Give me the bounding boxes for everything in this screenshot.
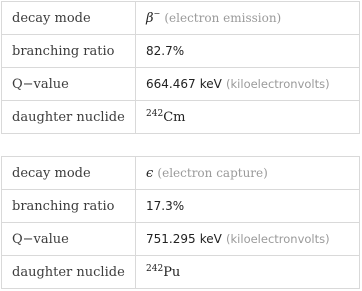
q-value-unit-long: (kiloelectronvolts) [226,76,330,91]
daughter-nuclide-value [136,256,360,289]
decay-mode-row [2,2,360,35]
q-value-value [136,223,360,256]
branching-ratio-number: 17.3% [146,198,185,213]
branching-ratio-number: 82.7% [146,43,185,58]
decay-table-electron-capture [1,156,360,289]
q-value-label: Q−value [2,68,136,101]
decay-mode-description: (electron emission) [164,10,282,25]
branching-ratio-row [2,35,360,68]
decay-mode-value [136,2,360,35]
daughter-element-symbol: Pu [163,264,181,280]
daughter-nuclide-label: daughter nuclide [2,101,136,134]
q-value-number: 751.295 [146,231,196,246]
branching-ratio-label: branching ratio [2,190,136,223]
q-value-label: Q−value [2,223,136,256]
branching-ratio-label: branching ratio [2,35,136,68]
q-value-unit: keV [199,231,222,246]
decay-table-beta-minus [1,1,360,134]
decay-mode-description: (electron capture) [157,165,268,180]
decay-mode-symbol: ϵ [146,165,154,181]
q-value-unit: keV [199,76,222,91]
branching-ratio-value [136,35,360,68]
decay-mode-symbol-sup: − [153,8,161,18]
decay-mode-label: decay mode [2,2,136,35]
daughter-nuclide-row [2,256,360,289]
q-value-row [2,223,360,256]
decay-mode-symbol: β [146,10,154,26]
daughter-mass-number: 242 [146,263,164,274]
branching-ratio-row [2,190,360,223]
daughter-nuclide-row [2,101,360,134]
q-value-row [2,68,360,101]
q-value-unit-long: (kiloelectronvolts) [226,231,330,246]
decay-mode-label: decay mode [2,157,136,190]
decay-mode-row [2,157,360,190]
q-value-number: 664.467 [146,76,196,91]
daughter-nuclide-label: daughter nuclide [2,256,136,289]
daughter-element-symbol: Cm [163,109,186,125]
q-value-value [136,68,360,101]
daughter-mass-number: 242 [146,108,164,119]
decay-mode-value [136,157,360,190]
branching-ratio-value [136,190,360,223]
daughter-nuclide-value [136,101,360,134]
